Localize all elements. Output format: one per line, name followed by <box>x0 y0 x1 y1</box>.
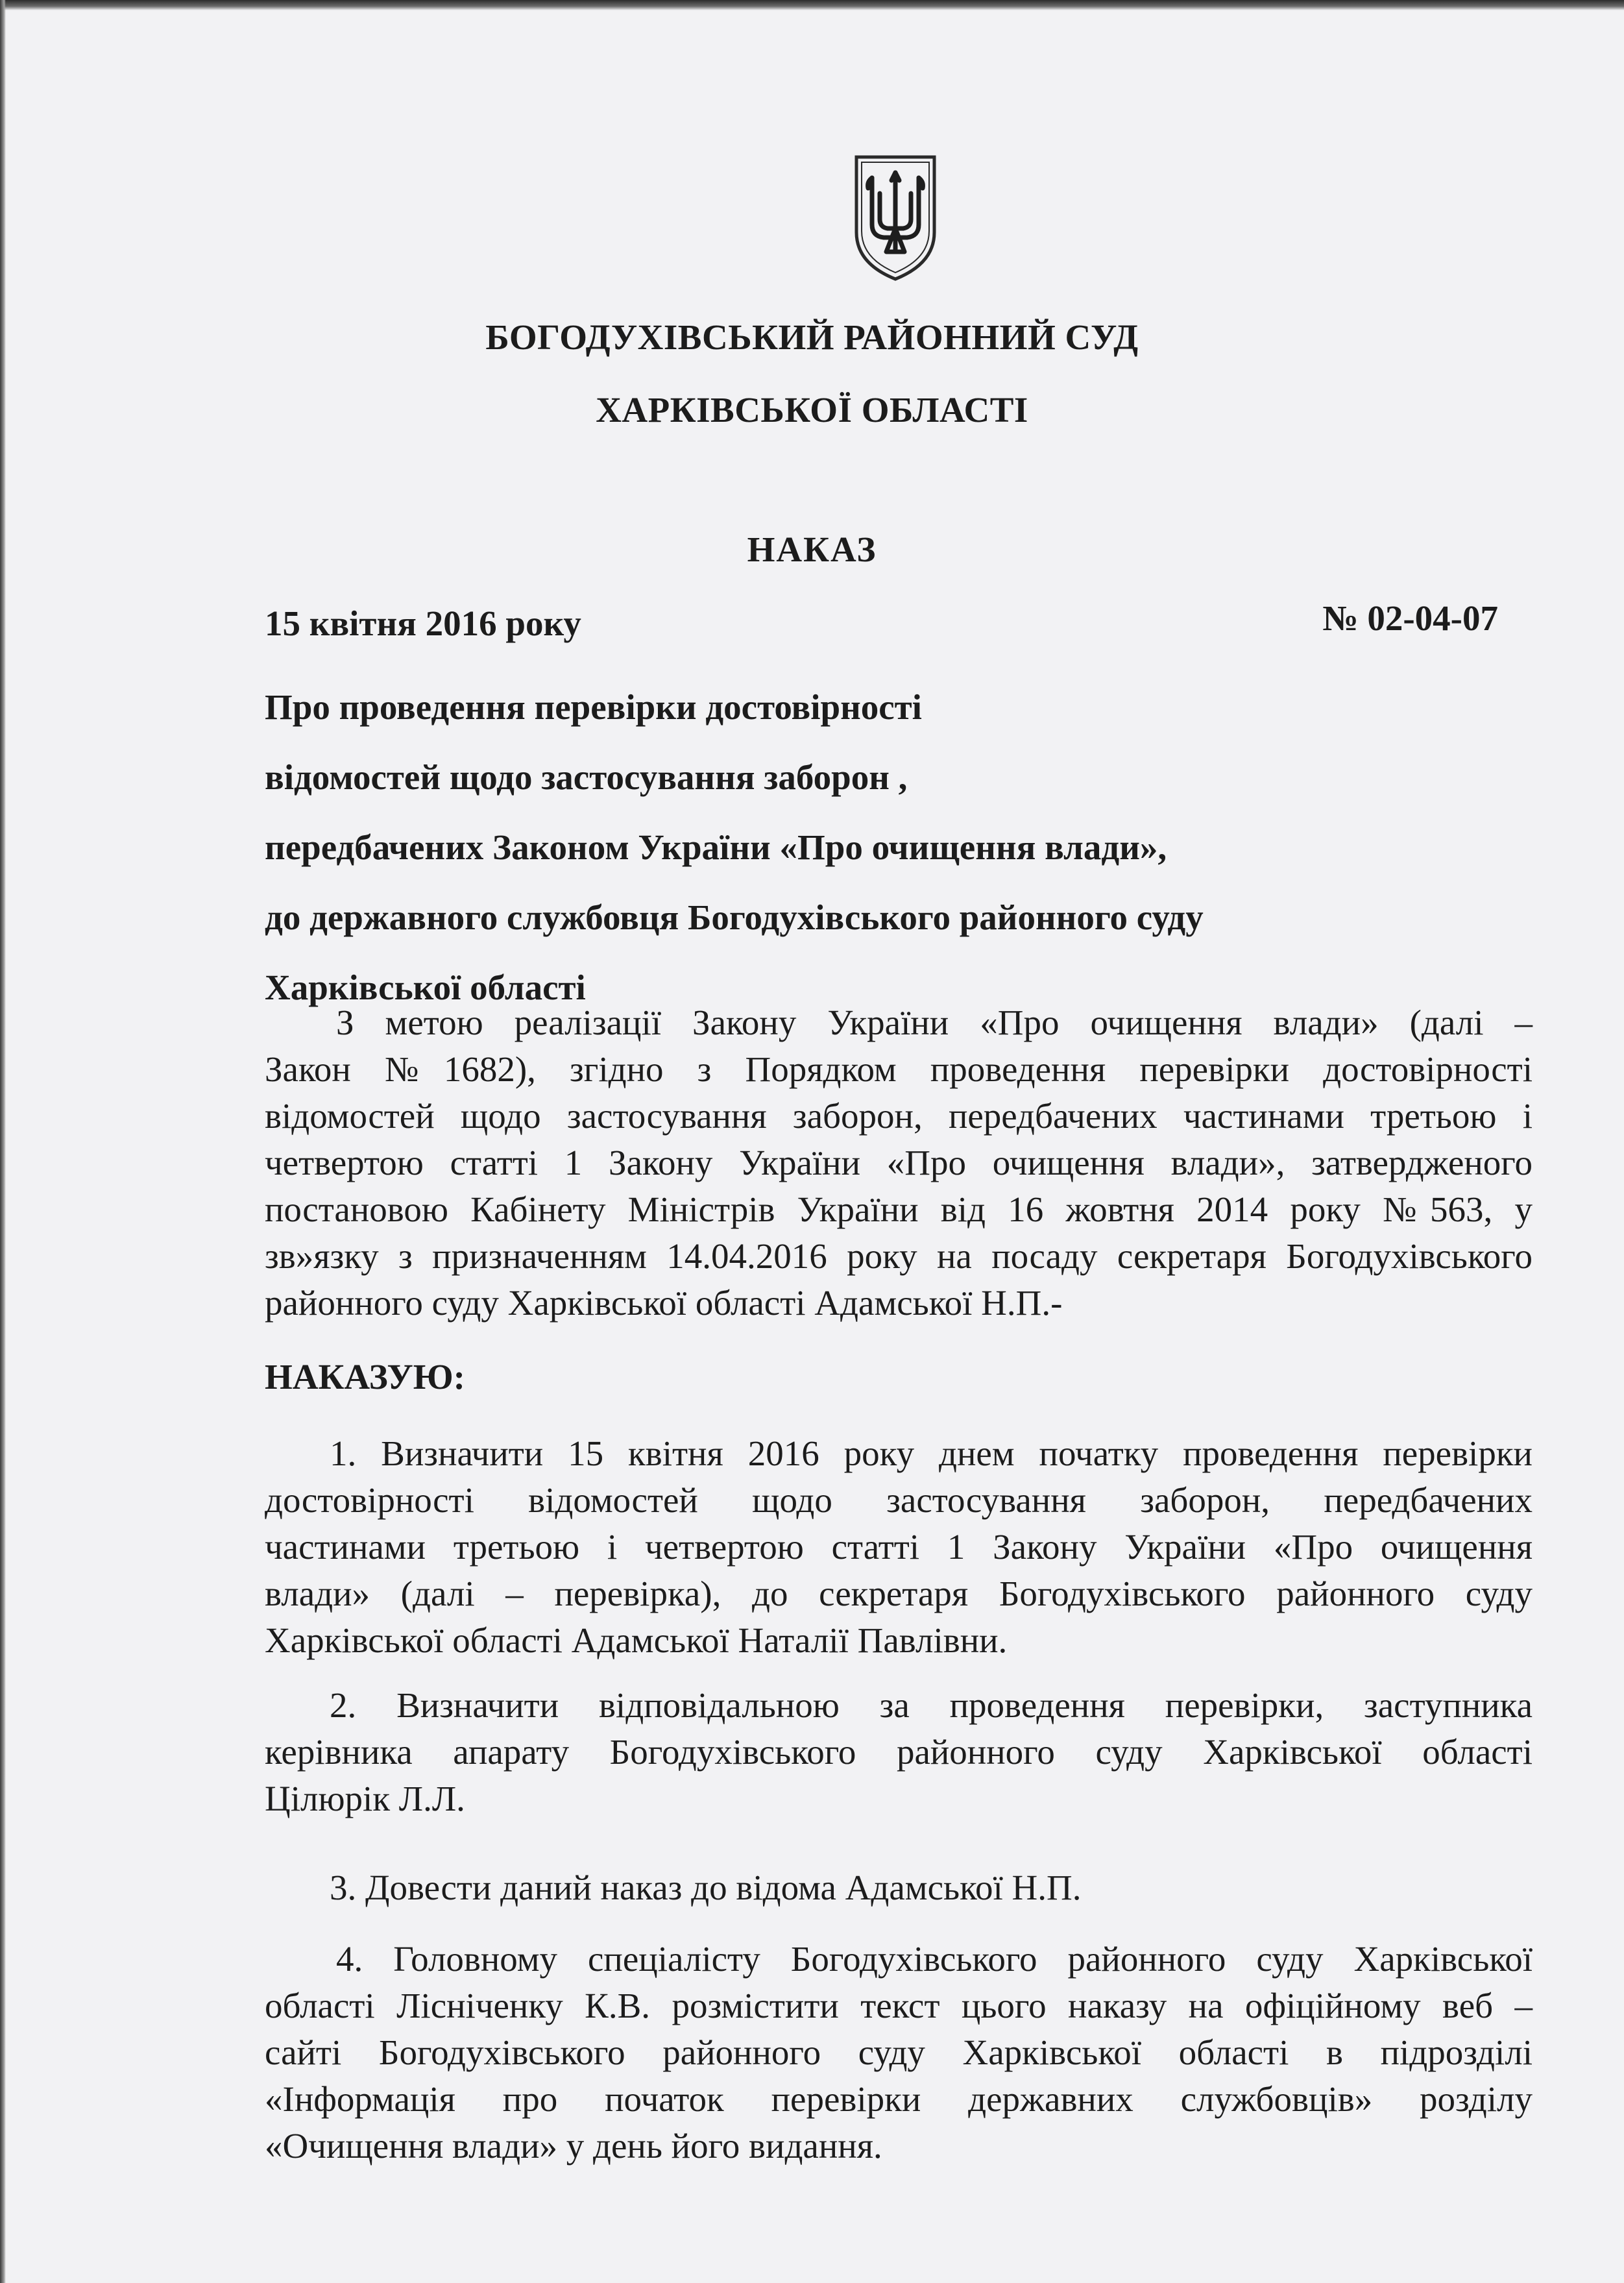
text-line: зв»язку з призначенням 14.04.2016 року на посаду секретаря Богодухівського <box>265 1236 1533 1276</box>
subject-line: Про проведення перевірки достовірності <box>265 687 922 727</box>
text-line: четвертою статті 1 Закону України «Про очищення влади», затвердженого <box>265 1143 1533 1182</box>
text-line: керівника апарату Богодухівського районного суду Харківської області <box>265 1732 1533 1772</box>
order-subject <box>265 672 1204 1023</box>
order-item-2 <box>265 1682 1533 1822</box>
coat-of-arms-icon <box>853 154 938 282</box>
order-item-4 <box>265 1936 1533 2169</box>
text-line: 2. Визначити відповідальною за проведення перевірки, заступника <box>330 1685 1533 1725</box>
text-line: «Очищення влади» у день його видання. <box>265 2126 882 2166</box>
subject-line: до державного службовця Богодухівського районного суду <box>265 897 1204 937</box>
text-line: Цілюрік Л.Л. <box>265 1779 465 1818</box>
court-name-line2: ХАРКІВСЬКОЇ ОБЛАСТІ <box>596 390 1028 430</box>
subject-line: Харківської області <box>265 968 586 1007</box>
order-number: № 02-04-07 <box>1322 598 1498 638</box>
order-heading: НАКАЗУЮ: <box>265 1357 465 1397</box>
text-line: відомостей щодо застосування заборон, передбачених частинами третьою і <box>265 1096 1533 1136</box>
court-name-line1: БОГОДУХІВСЬКИЙ РАЙОННИЙ СУД <box>485 317 1139 357</box>
text-line: «Інформація про початок перевірки державних службовців» розділу <box>265 2079 1533 2119</box>
text-line: сайті Богодухівського районного суду Харківської області в підрозділі <box>265 2033 1533 2072</box>
order-item-3 <box>265 1864 1533 1911</box>
text-line: частинами третьою і четвертою статті 1 Закону України «Про очищення <box>265 1527 1533 1567</box>
text-line: влади» (далі – перевірка), до секретаря Богодухівського районного суду <box>265 1574 1533 1613</box>
text-line: Закон №1682), згідно з Порядком проведення перевірки достовірності <box>265 1049 1533 1089</box>
text-line: 1. Визначити 15 квітня 2016 року днем початку проведення перевірки <box>330 1434 1533 1473</box>
text-line: 4. Головному спеціалісту Богодухівського районного суду Харківської <box>336 1939 1533 1979</box>
text-line: області Лісніченку К.В. розмістити текст цього наказу на офіційному веб – <box>265 1986 1533 2025</box>
text-line: 3. Довести даний наказ до відома Адамської Н.П. <box>330 1868 1082 1907</box>
text-line: З метою реалізації Закону України «Про очищення влади» (далі – <box>336 1003 1533 1042</box>
text-line: постановою Кабінету Міністрів України від 16 жовтня 2014 року №563, у <box>265 1190 1533 1229</box>
text-line: Харківської області Адамської Наталії Павлівни. <box>265 1620 1008 1660</box>
preamble-paragraph <box>265 999 1533 1326</box>
subject-line: передбачених Законом України «Про очищення влади», <box>265 827 1167 867</box>
subject-line: відомостей щодо застосування заборон , <box>265 757 908 797</box>
order-item-1 <box>265 1430 1533 1664</box>
text-line: достовірності відомостей щодо застосування заборон, передбачених <box>265 1480 1533 1520</box>
scan-edge-top <box>0 0 1624 10</box>
text-line: районного суду Харківської області Адамської Н.П.- <box>265 1283 1063 1323</box>
document-type: НАКАЗ <box>747 530 877 569</box>
order-date: 15 квітня 2016 року <box>265 604 581 643</box>
